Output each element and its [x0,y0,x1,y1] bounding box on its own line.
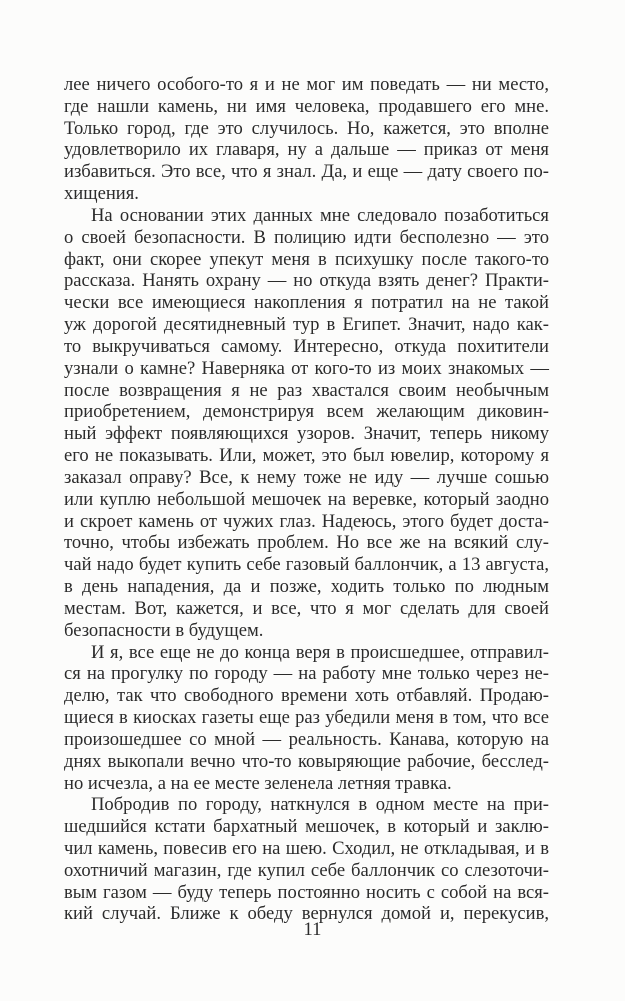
text-line: но исчезла, а на ее месте зеленела летняя травка. [64,772,452,794]
text-line: чил камень, повесив его на шею. Сходил, не откладывая, и в [64,837,549,859]
text-line: безопасности в будущем. [64,619,264,641]
text-line: его не показывать. Или, может, это был ювелир, которому я [64,445,549,467]
text-line: и скроет камень от чужих глаз. Надеюсь, этого будет доста- [64,510,549,532]
text-line: рассказа. Нанять охрану — но откуда взять денег? Практи- [64,270,549,292]
text-line: днях выкопали вечно что-то ковыряющие рабочие, бесслед- [64,750,549,772]
text-line: На основании этих данных мне следовало позаботиться [91,204,549,226]
text-line: местам. Вот, кажется, и все, что я мог сделать для своей [64,597,549,619]
text-line: в день нападения, да и позже, ходить только по людным [64,576,549,598]
text-line: кий случай. Ближе к обеду вернулся домой и, перекусив, [64,903,549,925]
text-line: узнали о камне? Наверняка от кого-то из моих знакомых — [64,357,549,379]
paragraph [64,642,549,795]
text-line: избавиться. Это все, что я знал. Да, и еще — дату своего по- [64,161,549,183]
paragraph [64,205,549,642]
page-number: 11 [303,919,322,940]
text-line: уж дорогой десятидневный тур в Египет. Значит, надо как- [64,314,549,336]
text-line: где нашли камень, ни имя человека, продавшего его мне. [64,95,549,117]
text-line: произошедшее со мной — реальность. Канава, которую на [64,728,549,750]
text-line: охотничий магазин, где купил себе баллончик со слезоточи- [64,859,549,881]
text-line: И я, все еще не до конца веря в происшедшее, отправил- [91,641,549,663]
text-line: чай надо будет купить себе газовый баллончик, а 13 августа, [64,554,549,576]
text-line: приобретением, демонстрируя всем желающим диковин- [64,401,549,423]
text-line: заказал оправу? Все, к нему тоже не иду — лучше сошью [64,466,549,488]
text-line: факт, они скорее упекут меня в психушку после такого-то [64,248,549,270]
page-body-text [64,74,549,925]
text-line: то выкручиваться самому. Интересно, откуда похитители [64,335,549,357]
text-line: или куплю небольшой мешочек на веревке, который заодно [64,488,549,510]
paragraph [64,794,549,925]
text-line: вым газом — буду теперь постоянно носить с собой на вся- [64,881,549,903]
text-line: ный эффект появляющихся узоров. Значит, теперь никому [64,423,549,445]
text-line: ся на прогулку по городу — на работу мне только через не- [64,663,549,685]
text-line: щиеся в киосках газеты еще раз убедили меня в том, что все [64,707,549,729]
text-line: о своей безопасности. В полицию идти бесполезно — это [64,226,549,248]
text-line: Побродив по городу, наткнулся в одном месте на при- [91,794,549,816]
text-line: шедшийся кстати бархатный мешочек, в который и заклю- [64,816,549,838]
paragraph [64,74,549,205]
text-line: Только город, где это случилось. Но, кажется, это вполне [64,117,549,139]
text-line: лее ничего особого-то я и не мог им поведать — ни место, [64,74,549,95]
text-line: хищения. [64,183,139,205]
text-line: удовлетворило их главаря, ну а дальше — приказ от меня [64,139,549,161]
text-line: точно, чтобы избежать проблем. Но все же на всякий слу- [64,532,549,554]
text-line: после возвращения я не раз хвастался своим необычным [64,379,549,401]
text-line: делю, так что свободного времени хоть отбавляй. Продаю- [64,685,549,707]
text-line: чески все имеющиеся накопления я потратил на не такой [64,292,549,314]
